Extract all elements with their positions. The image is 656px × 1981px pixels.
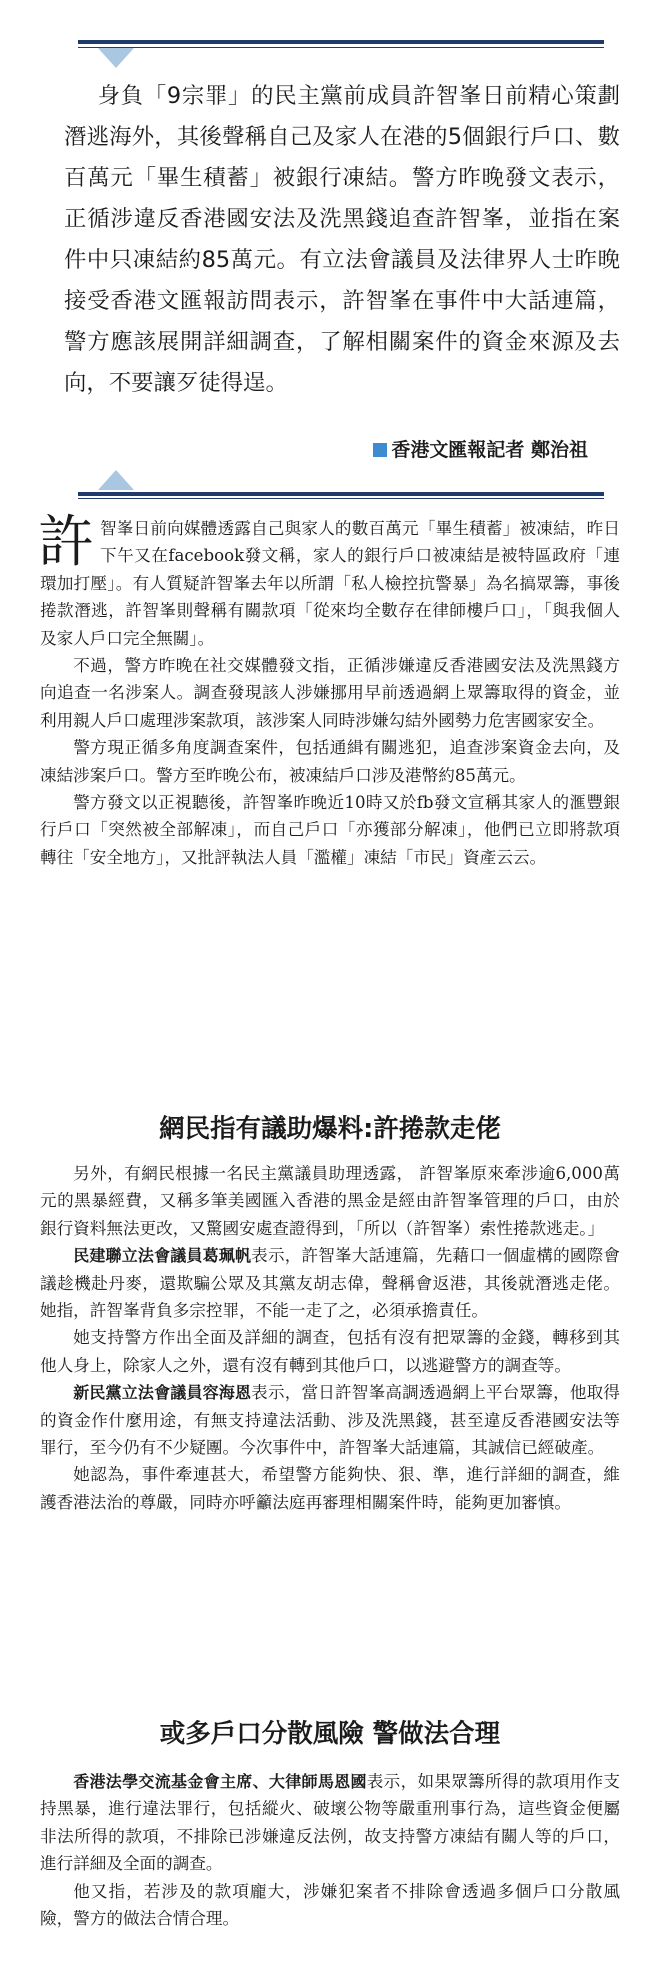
section-3 — [40, 1768, 620, 1932]
section-2-paragraph-2 — [40, 1242, 620, 1324]
section-1-paragraph-4: 警方發文以正視聽後，許智峯昨晚近10時又於fb發文宣稱其家人的滙豐銀行戶口「突然被全部解凍」，而自己戶口「亦獲部分解凍」，他們已立即將款項轉往「安全地方」，又批評執法人員「濫權」凍結「市民」資產云云。 — [40, 793, 620, 867]
section-3-paragraph-1-text: 表示，如果眾籌所得的款項用作支持黑暴，進行違法罪行，包括縱火、破壞公物等嚴重刑事行為，這些資金便屬非法所得的款項，不排除已涉嫌違反法例，故支持警方凍結有關人等的戶口，進行詳細及全面的調查。 — [40, 1772, 620, 1874]
top-divider-bar — [78, 40, 604, 44]
section-2 — [40, 1160, 620, 1516]
section-2-paragraph-1: 另外，有網民根據一名民主黨議員助理透露， 許智峯原來牽涉逾6,000萬元的黑暴經費，又稱多筆美國匯入香港的黑金是經由許智峯管理的戶口，由於銀行資料無法更改，又驚國安處查證得到，「所以（許智峯）索性捲款逃走。」 — [40, 1164, 620, 1238]
drop-cap: 許 — [38, 510, 94, 575]
section-2-paragraph-5: 她認為，事件牽連甚大，希望警方能夠快、狠、準，進行詳細的調查，維護香港法治的尊嚴，同時亦呼籲法庭再審理相關案件時，能夠更加審慎。 — [40, 1465, 620, 1512]
byline — [373, 436, 588, 464]
subheading-2: 或多戶口分散風險 警做法合理 — [159, 1719, 501, 1749]
section-2-paragraph-3: 她支持警方作出全面及詳細的調查，包括有沒有把眾籌的金錢，轉移到其他人身上，除家人之外，還有沒有轉到其他戶口，以逃避警方的調查等。 — [40, 1328, 620, 1375]
section-1-paragraph-3: 警方現正循多角度調查案件，包括通緝有關逃犯，追查涉案資金去向，及凍結涉案戶口。警方至昨晚公布，被凍結戶口涉及港幣約85萬元。 — [40, 738, 620, 785]
byline-square-icon — [373, 443, 387, 457]
section-3-paragraph-1 — [40, 1768, 620, 1878]
top-divider — [78, 40, 604, 70]
section-2-paragraph-4 — [40, 1379, 620, 1461]
top-divider-triangle — [98, 48, 134, 68]
lead-paragraph: 身負「9宗罪」的民主黨前成員許智峯日前精心策劃潛逃海外，其後聲稱自己及家人在港的5個銀行戶口、數百萬元「畢生積蓄」被銀行凍結。警方昨晚發文表示，正循涉違反香港國安法及洗黑錢追查許智峯，並指在案件中只凍結約85萬元。有立法會議員及法律界人士昨晚接受香港文匯報訪問表示，許智峯在事件中大話連篇，警方應該展開詳細調查，了解相關案件的資金來源及去向，不要讓歹徒得逞。 — [64, 83, 620, 396]
section-3-paragraph-2: 他又指，若涉及的款項龐大，涉嫌犯案者不排除會透過多個戶口分散風險，警方的做法合情合理。 — [40, 1881, 620, 1929]
bottom-divider-triangle — [98, 470, 134, 490]
speaker-name-3: 香港法學交流基金會主席、大律師馬恩國 — [73, 1772, 367, 1791]
bottom-divider — [78, 470, 604, 504]
section-1-paragraph-1-text: 智峯日前向媒體透露自己與家人的數百萬元「畢生積蓄」被凍結，昨日下午又在facebook發文稱，家人的銀行戶口被凍結是被特區政府「連環加打壓」。有人質疑許智峯去年以所謂「私人檢控抗警暴」為名搞眾籌，事後捲款潛逃，許智峯則聲稱有關款項「從來均全數存在律師樓戶口」，「與我個人及家人戶口完全無關」。 — [40, 519, 620, 648]
section-2-paragraph-4-text: 表示，當日許智峯高調透過網上平台眾籌，他取得的資金作什麼用途，有無支持違法活動、涉及洗黑錢，甚至違反香港國安法等罪行，至今仍有不少疑團。今次事件中，許智峯大話連篇，其誠信已經破產。 — [40, 1383, 620, 1458]
section-1-paragraph-1 — [38, 510, 620, 652]
bottom-divider-bar — [78, 492, 604, 496]
subheading-1: 網民指有議助爆料:許捲款走佬 — [159, 1114, 501, 1144]
section-1 — [38, 510, 620, 871]
speaker-name-2: 新民黨立法會議員容海恩 — [73, 1383, 252, 1403]
section-2-paragraph-2-text: 表示，許智峯大話連篇，先藉口一個虛構的國際會議趁機赴丹麥，還欺騙公眾及其黨友胡志偉，聲稱會返港，其後就潛逃走佬。她指，許智峯背負多宗控罪，不能一走了之，必須承擔責任。 — [40, 1246, 620, 1321]
section-1-paragraph-2: 不過，警方昨晚在社交媒體發文指，正循涉嫌違反香港國安法及洗黑錢方向追查一名涉案人。調查發現該人涉嫌挪用早前透過網上眾籌取得的資金，並利用親人戶口處理涉案款項，該涉案人同時涉嫌勾結外國勢力危害國家安全。 — [40, 656, 620, 730]
bottom-divider-hairline — [78, 498, 604, 499]
speaker-name-1: 民建聯立法會議員葛珮帆 — [73, 1246, 252, 1266]
top-divider-hairline — [78, 47, 604, 48]
byline-text: 香港文匯報記者 鄭治祖 — [391, 439, 588, 461]
